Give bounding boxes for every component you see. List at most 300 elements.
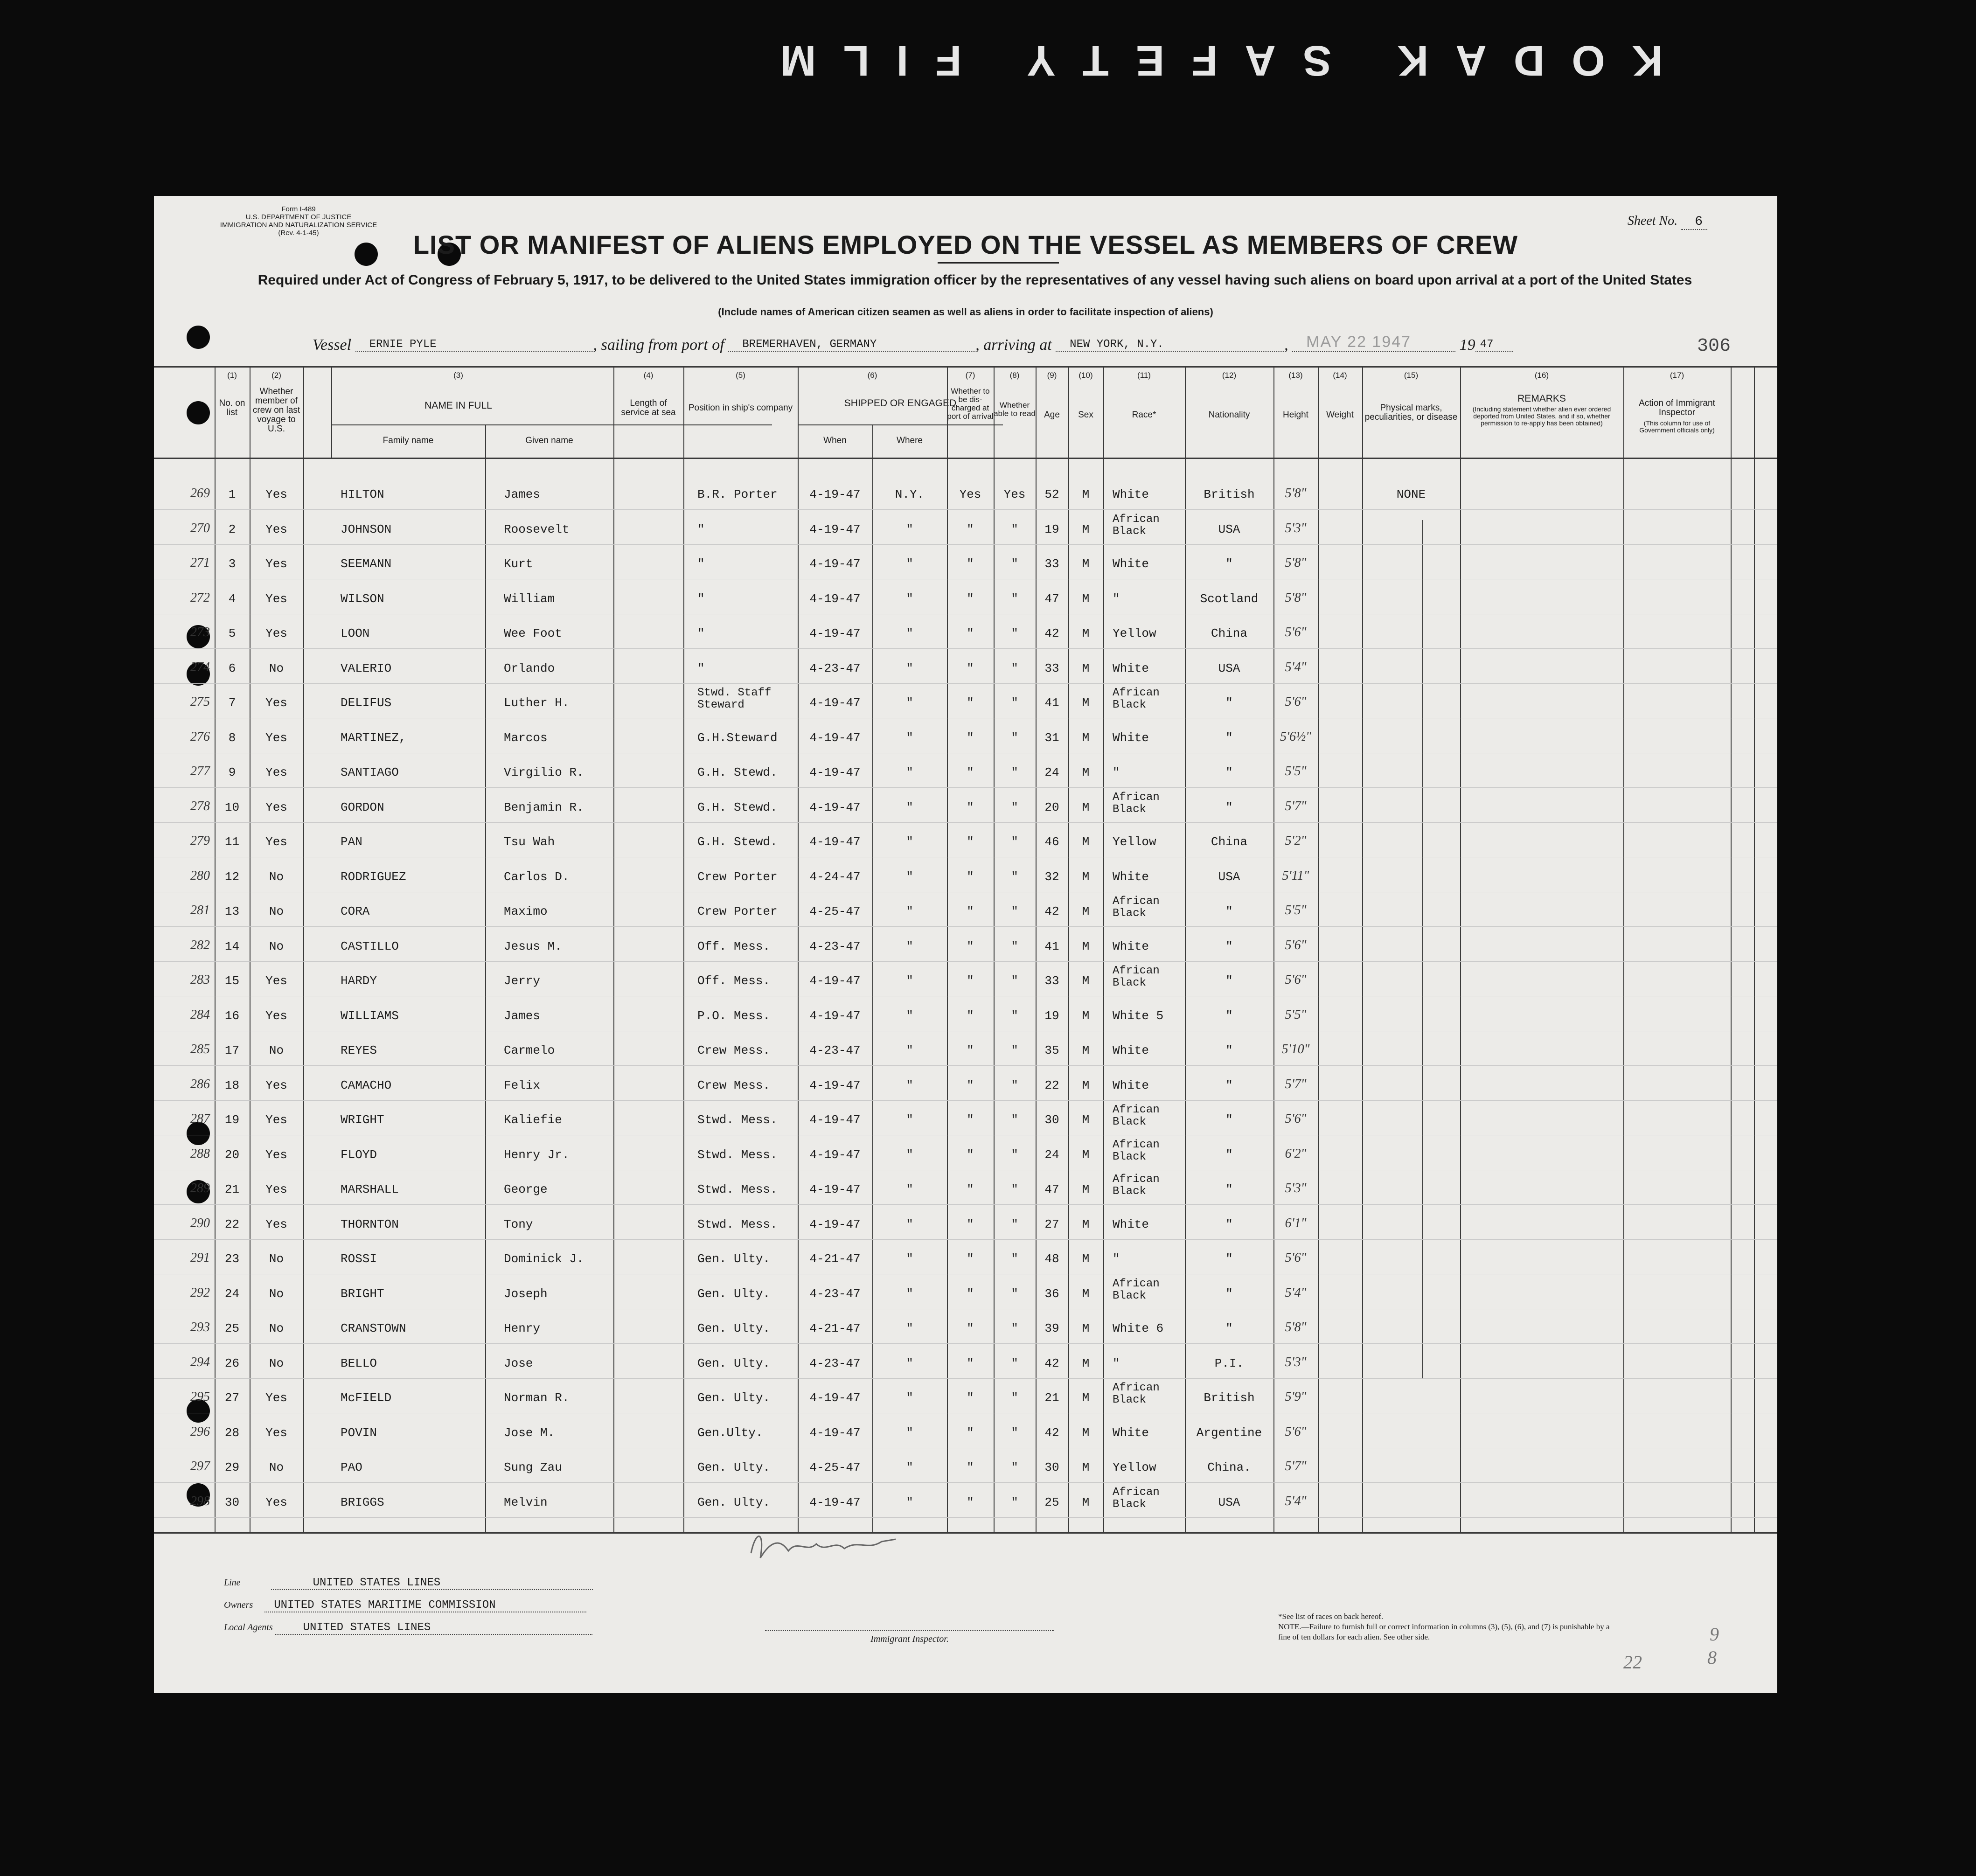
- discharged: ": [967, 1008, 974, 1023]
- sex: M: [1082, 765, 1090, 779]
- able-to-read: ": [1011, 1182, 1018, 1196]
- row-rule: [154, 926, 1777, 927]
- discharged: ": [967, 1252, 974, 1266]
- race: Yellow: [1113, 626, 1156, 640]
- nationality: Argentine: [1196, 1425, 1262, 1440]
- discharged: ": [967, 1043, 974, 1057]
- race: White: [1113, 1078, 1149, 1092]
- height: 5'4": [1285, 1285, 1307, 1300]
- page-title: LIST OR MANIFEST OF ALIENS EMPLOYED ON THE VESSEL AS MEMBERS OF CREW: [413, 230, 1518, 259]
- corner-fraction-top: 9: [1710, 1624, 1719, 1645]
- able-to-read: ": [1011, 1217, 1018, 1231]
- race: African Black: [1113, 1382, 1160, 1406]
- discharged: ": [967, 522, 974, 536]
- header-physical-marks: Physical marks, peculiarities, or disease: [1364, 403, 1458, 422]
- race: ": [1113, 765, 1120, 779]
- crew-member: No: [269, 1043, 284, 1057]
- vessel-label: Vessel: [313, 336, 352, 354]
- age: 24: [1044, 1147, 1059, 1162]
- given-name: Carlos D.: [504, 869, 570, 884]
- no-on-list: 1: [228, 487, 236, 501]
- discharged: ": [967, 626, 974, 640]
- race: African Black: [1113, 791, 1160, 816]
- crew-member: No: [269, 1286, 284, 1301]
- race: White 6: [1113, 1321, 1164, 1335]
- shipped-when: 4-19-47: [809, 1217, 861, 1231]
- agents-value: UNITED STATES LINES: [275, 1621, 592, 1635]
- shipped-when: 4-19-47: [809, 1147, 861, 1162]
- header-length-service: Length of service at sea: [621, 398, 676, 417]
- able-to-read: ": [1011, 1113, 1018, 1127]
- discharged: ": [967, 974, 974, 988]
- position: Crew Porter: [697, 869, 778, 884]
- crew-member: Yes: [265, 591, 287, 606]
- age: 41: [1044, 696, 1059, 710]
- no-on-list: 25: [224, 1321, 240, 1335]
- family-name: HILTON: [341, 487, 384, 501]
- position: Crew Mess.: [697, 1078, 771, 1092]
- family-name: LOON: [341, 626, 370, 640]
- given-name: Jose: [504, 1356, 533, 1370]
- nationality: ": [1225, 730, 1233, 745]
- port-from: BREMERHAVEN, GERMANY: [728, 338, 975, 352]
- sex: M: [1082, 835, 1090, 849]
- age: 33: [1044, 974, 1059, 988]
- height: 5'9": [1285, 1390, 1307, 1404]
- subnote: (Include names of American citizen seamen as well as aliens in order to facilitate inspection of aliens): [718, 306, 1213, 318]
- given-name: Joseph: [504, 1286, 548, 1301]
- nationality: China.: [1207, 1460, 1251, 1474]
- no-on-list: 20: [224, 1147, 240, 1162]
- col-number: (16): [1534, 371, 1549, 380]
- age: 41: [1044, 939, 1059, 953]
- discharged: ": [967, 1321, 974, 1335]
- no-on-list: 9: [228, 765, 236, 779]
- given-name: Marcos: [504, 730, 548, 745]
- nationality: USA: [1218, 522, 1240, 536]
- list-ref: 270: [190, 521, 210, 535]
- given-name: Henry Jr.: [504, 1147, 570, 1162]
- crew-member: No: [269, 1252, 284, 1266]
- shipped-when: 4-19-47: [809, 1182, 861, 1196]
- discharged: ": [967, 835, 974, 849]
- race: White 5: [1113, 1008, 1164, 1023]
- discharged: ": [967, 1113, 974, 1127]
- sex: M: [1082, 591, 1090, 606]
- age: 35: [1044, 1043, 1059, 1057]
- age: 42: [1044, 1356, 1059, 1370]
- no-on-list: 11: [224, 835, 240, 849]
- shipped-where: ": [906, 591, 913, 606]
- family-name: GORDON: [341, 800, 384, 814]
- sheet-label: Sheet No.: [1627, 214, 1678, 228]
- sex: M: [1082, 869, 1090, 884]
- shipped-where: N.Y.: [895, 487, 925, 501]
- shipped-when: 4-24-47: [809, 869, 861, 884]
- position: ": [697, 661, 705, 675]
- height: 5'8": [1285, 556, 1307, 570]
- line-label: Line: [224, 1577, 241, 1588]
- shipped-when: 4-19-47: [809, 1425, 861, 1440]
- position: ": [697, 626, 705, 640]
- age: 42: [1044, 1425, 1059, 1440]
- shipped-where: ": [906, 1495, 913, 1509]
- race: Yellow: [1113, 835, 1156, 849]
- row-rule: [154, 1378, 1777, 1379]
- sex: M: [1082, 661, 1090, 675]
- height: 5'7": [1285, 799, 1307, 813]
- sex: M: [1082, 1113, 1090, 1127]
- crew-member: Yes: [265, 1008, 287, 1023]
- height: 5'7": [1285, 1077, 1307, 1091]
- discharged: ": [967, 1217, 974, 1231]
- discharged: ": [967, 1078, 974, 1092]
- col-number: (15): [1404, 371, 1419, 380]
- age: 39: [1044, 1321, 1059, 1335]
- discharged: ": [967, 1147, 974, 1162]
- shipped-when: 4-19-47: [809, 1113, 861, 1127]
- given-name: Dominick J.: [504, 1252, 584, 1266]
- header-remarks-note: (Including statement whether alien ever ordered deported from United States, and if so, whether permission to re-apply has been obtained): [1472, 405, 1611, 427]
- able-to-read: ": [1011, 974, 1018, 988]
- nationality: P.I.: [1214, 1356, 1244, 1370]
- col-number: (13): [1288, 371, 1303, 380]
- family-name: PAN: [341, 835, 362, 849]
- row-rule: [154, 961, 1777, 962]
- discharged: ": [967, 661, 974, 675]
- date-stamp: MAY 22 1947: [1306, 333, 1412, 351]
- family-name: PAO: [341, 1460, 362, 1474]
- crew-member: No: [269, 869, 284, 884]
- able-to-read: ": [1011, 939, 1018, 953]
- shipped-when: 4-19-47: [809, 1008, 861, 1023]
- nationality: ": [1225, 1286, 1233, 1301]
- list-ref: 283: [190, 973, 210, 987]
- row-rule: [154, 1343, 1777, 1344]
- shipped-where: ": [906, 1043, 913, 1057]
- discharged: ": [967, 730, 974, 745]
- nationality: British: [1204, 487, 1255, 501]
- position: Off. Mess.: [697, 974, 771, 988]
- no-on-list: 26: [224, 1356, 240, 1370]
- no-on-list: 18: [224, 1078, 240, 1092]
- shipped-when: 4-19-47: [809, 626, 861, 640]
- age: 42: [1044, 626, 1059, 640]
- no-on-list: 7: [228, 696, 236, 710]
- col-number: (14): [1333, 371, 1347, 380]
- height: 5'6": [1285, 1424, 1307, 1439]
- age: 21: [1044, 1391, 1059, 1405]
- race: White: [1113, 557, 1149, 571]
- given-name: George: [504, 1182, 548, 1196]
- given-name: James: [504, 1008, 541, 1023]
- shipped-where: ": [906, 1078, 913, 1092]
- family-name: FLOYD: [341, 1147, 377, 1162]
- position: ": [697, 557, 705, 571]
- list-ref: 285: [190, 1042, 210, 1056]
- shipped-where: ": [906, 869, 913, 884]
- height: 5'8": [1285, 486, 1307, 500]
- shipped-where: ": [906, 1113, 913, 1127]
- row-rule: [154, 787, 1777, 788]
- nationality: British: [1204, 1391, 1255, 1405]
- able-to-read: ": [1011, 730, 1018, 745]
- height: 5'4": [1285, 660, 1307, 674]
- position: G.H. Stewd.: [697, 765, 778, 779]
- header-given-name: Given name: [525, 436, 573, 445]
- year: 47: [1475, 338, 1513, 352]
- race: ": [1113, 591, 1120, 606]
- family-name: McFIELD: [341, 1391, 392, 1405]
- no-on-list: 23: [224, 1252, 240, 1266]
- sailing-label: , sailing from port of: [593, 336, 724, 354]
- list-ref: 292: [190, 1285, 210, 1300]
- manifest-page: [154, 196, 1777, 1693]
- age: 33: [1044, 661, 1059, 675]
- race: White: [1113, 487, 1149, 501]
- shipped-where: ": [906, 1182, 913, 1196]
- nationality: ": [1225, 1008, 1233, 1023]
- list-ref: 271: [190, 556, 210, 570]
- nationality: Scotland: [1200, 591, 1259, 606]
- family-name: ROSSI: [341, 1252, 377, 1266]
- list-ref: 298: [190, 1494, 210, 1508]
- given-name: Jerry: [504, 974, 541, 988]
- header-age: Age: [1044, 410, 1060, 420]
- list-ref: 272: [190, 590, 210, 605]
- family-name: CAMACHO: [341, 1078, 392, 1092]
- race: ": [1113, 1356, 1120, 1370]
- shipped-where: ": [906, 1425, 913, 1440]
- list-ref: 287: [190, 1112, 210, 1126]
- row-rule: [154, 1065, 1777, 1066]
- sex: M: [1082, 730, 1090, 745]
- shipped-when: 4-19-47: [809, 1391, 861, 1405]
- position: Gen.Ulty.: [697, 1425, 763, 1440]
- discharged: ": [967, 939, 974, 953]
- crew-member: Yes: [265, 557, 287, 571]
- list-ref: 288: [190, 1146, 210, 1161]
- nationality: ": [1225, 939, 1233, 953]
- shipped-when: 4-19-47: [809, 557, 861, 571]
- list-ref: 277: [190, 764, 210, 778]
- age: 48: [1044, 1252, 1059, 1266]
- service: IMMIGRATION AND NATURALIZATION SERVICE: [220, 221, 377, 229]
- position: Gen. Ulty.: [697, 1460, 771, 1474]
- family-name: HARDY: [341, 974, 377, 988]
- corner-fraction-bottom: 8: [1707, 1647, 1717, 1668]
- nationality: ": [1225, 1147, 1233, 1162]
- sex: M: [1082, 522, 1090, 536]
- shipped-when: 4-23-47: [809, 1356, 861, 1370]
- age: 42: [1044, 904, 1059, 918]
- crew-member: Yes: [265, 1217, 287, 1231]
- no-on-list: 28: [224, 1425, 240, 1440]
- header-no-on-list: No. on list: [219, 398, 245, 417]
- header-race: Race*: [1132, 410, 1156, 420]
- able-to-read: ": [1011, 1495, 1018, 1509]
- shipped-where: ": [906, 835, 913, 849]
- age: 25: [1044, 1495, 1059, 1509]
- shipped-where: ": [906, 765, 913, 779]
- height: 5'6": [1285, 695, 1307, 709]
- header-discharged: Whether to be dis-charged at port of arrival: [947, 387, 994, 421]
- list-ref: 269: [190, 486, 210, 500]
- nationality: ": [1225, 696, 1233, 710]
- no-on-list: 16: [224, 1008, 240, 1023]
- nationality: USA: [1218, 1495, 1240, 1509]
- age: 20: [1044, 800, 1059, 814]
- list-ref: 276: [190, 729, 210, 744]
- list-ref: 295: [190, 1390, 210, 1404]
- row-rule: [154, 1517, 1777, 1518]
- sex: M: [1082, 696, 1090, 710]
- able-to-read: ": [1011, 1391, 1018, 1405]
- department: U.S. DEPARTMENT OF JUSTICE: [245, 213, 352, 221]
- no-on-list: 15: [224, 974, 240, 988]
- family-name: RODRIGUEZ: [341, 869, 406, 884]
- shipped-where: ": [906, 974, 913, 988]
- nationality: ": [1225, 1217, 1233, 1231]
- able-to-read: ": [1011, 765, 1018, 779]
- family-name: MARTINEZ,: [341, 730, 406, 745]
- row-rule: [154, 1239, 1777, 1240]
- able-to-read: ": [1011, 626, 1018, 640]
- able-to-read: ": [1011, 1321, 1018, 1335]
- crew-member: Yes: [265, 1078, 287, 1092]
- sex: M: [1082, 800, 1090, 814]
- age: 46: [1044, 835, 1059, 849]
- nationality: ": [1225, 557, 1233, 571]
- crew-member: Yes: [265, 1182, 287, 1196]
- crew-member: Yes: [265, 626, 287, 640]
- sex: M: [1082, 1321, 1090, 1335]
- header-sex: Sex: [1078, 410, 1093, 420]
- race: African Black: [1113, 895, 1160, 920]
- nationality: ": [1225, 1043, 1233, 1057]
- height: 5'11": [1282, 868, 1309, 883]
- age: 27: [1044, 1217, 1059, 1231]
- crew-member: Yes: [265, 1425, 287, 1440]
- no-on-list: 21: [224, 1182, 240, 1196]
- col-number: (10): [1078, 371, 1093, 380]
- able-to-read: ": [1011, 1425, 1018, 1440]
- crew-member: No: [269, 661, 284, 675]
- shipped-when: 4-23-47: [809, 1043, 861, 1057]
- arriving-label: , arriving at: [975, 336, 1052, 354]
- no-on-list: 6: [228, 661, 236, 675]
- position: ": [697, 591, 705, 606]
- able-to-read: ": [1011, 522, 1018, 536]
- discharged: ": [967, 1460, 974, 1474]
- able-to-read: ": [1011, 1286, 1018, 1301]
- sex: M: [1082, 1356, 1090, 1370]
- sex: M: [1082, 1217, 1090, 1231]
- given-name: Wee Foot: [504, 626, 562, 640]
- nationality: ": [1225, 765, 1233, 779]
- shipped-when: 4-19-47: [809, 765, 861, 779]
- sex: M: [1082, 1043, 1090, 1057]
- no-on-list: 24: [224, 1286, 240, 1301]
- header-able-to-read: Whether able to read: [994, 401, 1036, 418]
- position: Gen. Ulty.: [697, 1495, 771, 1509]
- given-name: Kaliefie: [504, 1113, 562, 1127]
- family-name: CRANSTOWN: [341, 1321, 406, 1335]
- nationality: ": [1225, 1113, 1233, 1127]
- able-to-read: Yes: [1003, 487, 1026, 501]
- given-name: William: [504, 591, 555, 606]
- race-note: *See list of races on back hereof.: [1278, 1612, 1384, 1621]
- height: 5'5": [1285, 1007, 1307, 1022]
- shipped-where: ": [906, 696, 913, 710]
- given-name: Norman R.: [504, 1391, 570, 1405]
- crew-member: Yes: [265, 696, 287, 710]
- age: 24: [1044, 765, 1059, 779]
- sex: M: [1082, 1252, 1090, 1266]
- crew-member: No: [269, 1356, 284, 1370]
- shipped-when: 4-25-47: [809, 904, 861, 918]
- family-name: DELIFUS: [341, 696, 392, 710]
- sex: M: [1082, 487, 1090, 501]
- discharged: ": [967, 1425, 974, 1440]
- revision: (Rev. 4-1-45): [278, 229, 319, 237]
- row-rule: [154, 683, 1777, 684]
- header-family-name: Family name: [383, 436, 434, 445]
- shipped-where: ": [906, 730, 913, 745]
- crew-member: Yes: [265, 730, 287, 745]
- col-number: (17): [1670, 371, 1684, 380]
- list-ref: 294: [190, 1355, 210, 1369]
- shipped-where: ": [906, 1008, 913, 1023]
- position: Gen. Ulty.: [697, 1391, 771, 1405]
- nationality: ": [1225, 1252, 1233, 1266]
- voyage-line: Vessel ERNIE PYLE , sailing from port of BREMERHAVEN, GERMANY , arriving at NEW YORK, N.Y. , MAY 22 1947 19 47: [313, 336, 1513, 355]
- family-name: WILSON: [341, 591, 384, 606]
- height: 5'2": [1285, 834, 1307, 848]
- header-where: Where: [897, 436, 923, 445]
- list-ref: 282: [190, 938, 210, 952]
- height: 5'6½": [1280, 729, 1311, 744]
- list-ref: 296: [190, 1424, 210, 1439]
- no-on-list: 3: [228, 557, 236, 571]
- nationality: China: [1211, 835, 1247, 849]
- shipped-when: 4-25-47: [809, 1460, 861, 1474]
- shipped-where: ": [906, 939, 913, 953]
- crew-member: Yes: [265, 1495, 287, 1509]
- given-name: James: [504, 487, 541, 501]
- col-number: (1): [227, 371, 237, 380]
- family-name: SANTIAGO: [341, 765, 399, 779]
- race: White: [1113, 1425, 1149, 1440]
- family-name: CASTILLO: [341, 939, 399, 953]
- given-name: Tony: [504, 1217, 533, 1231]
- given-name: Felix: [504, 1078, 541, 1092]
- race: White: [1113, 939, 1149, 953]
- col-number: (6): [867, 371, 877, 380]
- nationality: ": [1225, 1321, 1233, 1335]
- sex: M: [1082, 939, 1090, 953]
- height: 5'6": [1285, 625, 1307, 639]
- given-name: Maximo: [504, 904, 548, 918]
- sheet-value: 6: [1681, 215, 1707, 230]
- crew-member: Yes: [265, 522, 287, 536]
- crew-member: Yes: [265, 835, 287, 849]
- family-name: BRIGGS: [341, 1495, 384, 1509]
- shipped-when: 4-23-47: [809, 661, 861, 675]
- family-name: VALERIO: [341, 661, 392, 675]
- footer: [224, 1577, 593, 1644]
- col-number: (5): [736, 371, 745, 380]
